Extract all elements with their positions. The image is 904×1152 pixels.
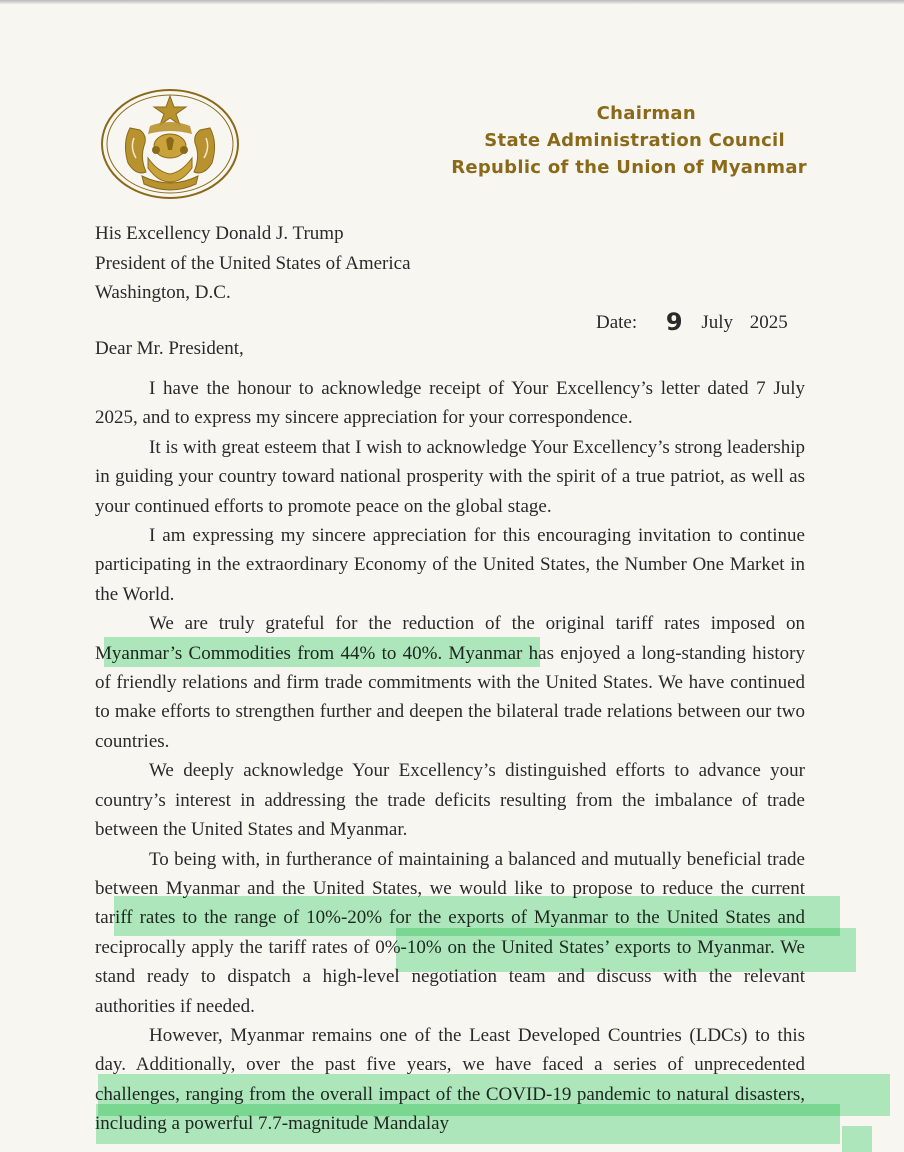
date-month: July: [701, 312, 734, 333]
letterhead: [451, 100, 807, 181]
highlight-mark: [96, 1104, 840, 1144]
paragraph: To being with, in furtherance of maintaining a balanced and mutually beneficial trade between Myanmar and the United States, we would like to propose to reduce the current tariff rates to the range of 10%-20% for the exports of Myanmar to the United States and reciprocally apply the tariff rates of 0%-10% on the United States’ exports to Myanmar. We stand ready to dispatch a high-level negotiation team and discuss with the relevant authorities if needed.: [95, 848, 805, 1017]
highlight-mark: [842, 1126, 872, 1152]
letterhead-council: State Administration Council: [484, 130, 785, 151]
date-year: 2025: [749, 312, 788, 333]
paragraph: I have the honour to acknowledge receipt of Your Excellency’s letter dated 7 July 2025, and to express my sincere appreciation for your correspondence.: [95, 378, 805, 429]
state-seal-icon: [100, 88, 240, 200]
page-top-edge: [0, 0, 904, 4]
date-day-handwritten: 9: [665, 308, 683, 336]
salutation: Dear Mr. President,: [95, 338, 244, 359]
letter-body: [95, 374, 805, 1139]
highlight-mark: [104, 637, 540, 667]
addressee-location: Washington, D.C.: [95, 282, 231, 303]
addressee-name: His Excellency Donald J. Trump: [95, 223, 344, 244]
addressee-block: [95, 219, 411, 308]
highlight-mark: [396, 928, 856, 972]
paragraph: We are truly grateful for the reduction of the original tariff rates imposed on Myanmar’s Commodities from 44% to 40%. Myanmar has enjoyed a long-standing history of friendly relations and firm trade commitments with the United States. We have continued to make efforts to strengthen further and deepen the bilateral trade relations between our two countries.: [95, 613, 805, 752]
paragraph: We deeply acknowledge Your Excellency’s distinguished efforts to advance your country’s interest in addressing the trade deficits resulting from the imbalance of trade between the United States and Myanmar.: [95, 760, 805, 841]
letterhead-title: Chairman: [596, 103, 696, 124]
paragraph: I am expressing my sincere appreciation for this encouraging invitation to continue participating in the extraordinary Economy of the United States, the Number One Market in the World.: [95, 525, 805, 605]
paragraph: It is with great esteem that I wish to acknowledge Your Excellency’s strong leadership in guiding your country toward national prosperity with the spirit of a true patriot, as well as your continued efforts to promote peace on the global stage.: [95, 436, 805, 517]
addressee-title: President of the United States of America: [95, 252, 411, 274]
date-label: Date:: [596, 312, 638, 333]
date-line: [596, 306, 788, 334]
letterhead-country: Republic of the Union of Myanmar: [451, 157, 807, 178]
paragraph: However, Myanmar remains one of the Least Developed Countries (LDCs) to this day. Additionally, over the past five years, we have faced a series of unprecedented challenges, ranging from the overall impact of the COVID-19 pandemic to natural disasters, including a powerful 7.7-magnitude Mandalay: [95, 1024, 805, 1135]
